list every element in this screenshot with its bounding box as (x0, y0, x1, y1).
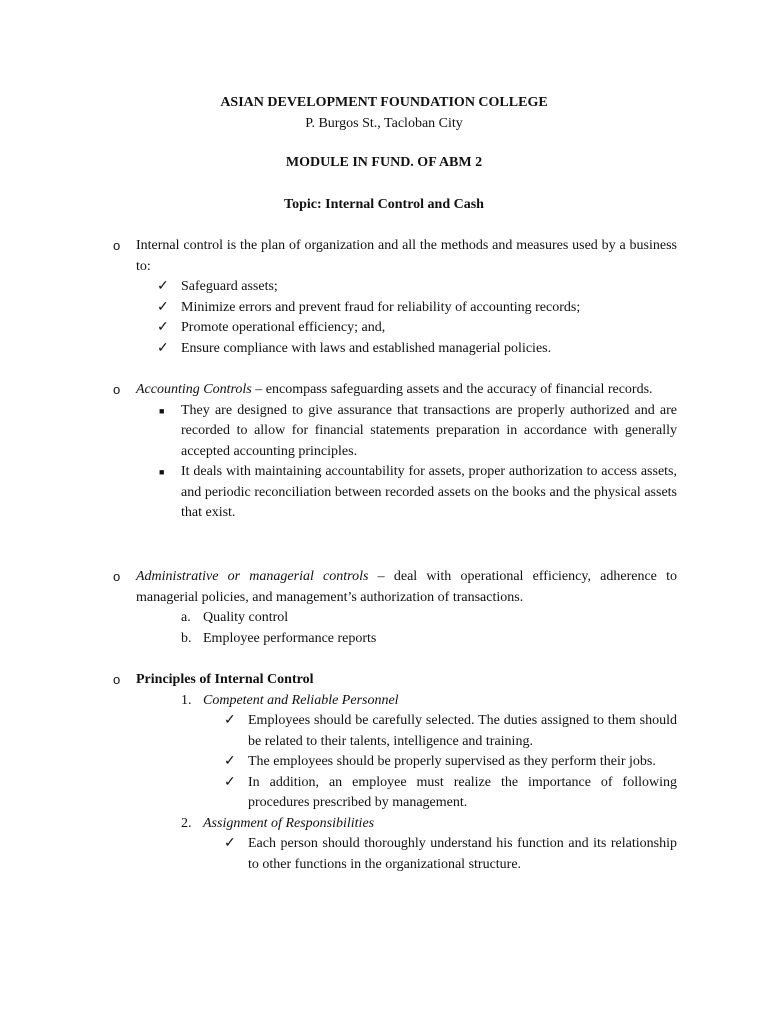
checkmark-icon: ✓ (157, 320, 169, 335)
accounting-controls-text: – encompass safeguarding assets and the accuracy of financial records. (251, 382, 653, 397)
square-bullet-icon: ■ (159, 405, 165, 416)
list-item-text: The employees should be properly supervised as they perform their jobs. (248, 754, 656, 769)
section-accounting-controls (0, 380, 768, 524)
list-item (224, 773, 677, 814)
section-internal-control (0, 236, 768, 359)
administrative-controls-term: Administrative or managerial controls (136, 569, 369, 584)
checkmark-icon: ✓ (224, 774, 236, 790)
list-item-text: Each person should thoroughly understand his function and its relationship to other functions in the organizational structure. (248, 836, 677, 872)
list-item (157, 318, 677, 339)
document-header (0, 93, 768, 134)
checkmark-icon: ✓ (157, 340, 169, 356)
accounting-controls-term: Accounting Controls (136, 382, 252, 397)
list-item-text: Ensure compliance with laws and established managerial policies. (181, 340, 552, 356)
list-item (224, 711, 677, 752)
accounting-controls-definition (136, 380, 677, 401)
list-item-text: Promote operational efficiency; and, (181, 320, 386, 335)
list-marker: b. (181, 630, 192, 646)
square-bullet-icon: ■ (159, 467, 165, 477)
list-item-text: Safeguard assets; (181, 279, 278, 294)
list-item-text: Minimize errors and prevent fraud for reliability of accounting records; (181, 299, 581, 315)
list-item-text: They are designed to give assurance that transactions are properly authorized and are recorded to allow for financial statements preparation in accordance with generally accepted accounting principles. (181, 402, 677, 459)
checkmark-icon: ✓ (157, 279, 169, 294)
principle-number: 1. (181, 692, 192, 708)
list-item (157, 339, 677, 360)
circle-bullet-icon: o (113, 569, 121, 584)
list-item (181, 629, 768, 650)
list-item (224, 752, 677, 773)
list-item (181, 608, 768, 629)
principle-title: Competent and Reliable Personnel (203, 692, 399, 708)
college-address: P. Burgos St., Tacloban City (305, 115, 463, 131)
circle-bullet-icon: o (113, 382, 121, 397)
section-administrative-controls (0, 567, 768, 649)
list-marker: a. (181, 610, 191, 625)
list-item-text: Employee performance reports (203, 630, 377, 646)
college-name: ASIAN DEVELOPMENT FOUNDATION COLLEGE (220, 95, 548, 110)
checkmark-icon: ✓ (224, 713, 236, 728)
principle-heading (181, 814, 768, 835)
checkmark-icon: ✓ (224, 836, 236, 851)
list-item (224, 834, 677, 875)
checkmark-icon: ✓ (157, 299, 169, 315)
list-item-text: Quality control (203, 610, 289, 625)
list-item (159, 401, 677, 463)
list-item (157, 277, 677, 298)
internal-control-definition: Internal control is the plan of organization and all the methods and measures used by a business to: (136, 238, 677, 274)
principle-title: Assignment of Responsibilities (203, 815, 375, 831)
module-title: MODULE IN FUND. OF ABM 2 (285, 155, 483, 170)
principle-number: 2. (181, 815, 192, 831)
administrative-controls-definition (136, 567, 677, 608)
circle-bullet-icon: o (113, 238, 121, 253)
list-item (159, 462, 677, 524)
principle-heading (181, 691, 768, 712)
section-principles (0, 670, 768, 875)
checkmark-icon: ✓ (224, 754, 236, 769)
administrative-controls-text: – deal with operational efficiency, adherence to managerial policies, and management’s authorization of transactions. (136, 569, 677, 605)
list-item (157, 298, 677, 319)
topic-heading: Topic: Internal Control and Cash (284, 197, 484, 212)
principles-heading: Principles of Internal Control (136, 672, 314, 687)
list-item-text: Employees should be carefully selected. The duties assigned to them should be related to their talents, intelligence and training. (248, 713, 677, 749)
list-item-text: In addition, an employee must realize the importance of following procedures prescribed by management. (248, 774, 677, 810)
circle-bullet-icon: o (113, 672, 121, 687)
list-item-text: It deals with maintaining accountability for assets, proper authorization to access assets, and periodic reconciliation between recorded assets on the books and the physical assets that exist. (181, 464, 677, 520)
